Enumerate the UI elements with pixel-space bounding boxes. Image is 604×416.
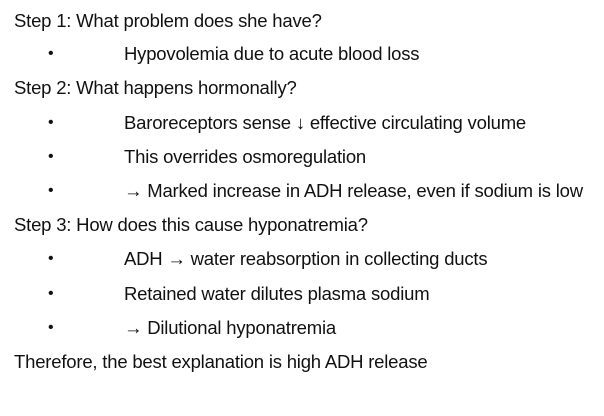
step-2-item-3 <box>0 174 604 208</box>
bullet-marker: • <box>48 114 54 131</box>
step-3-item-1 <box>0 242 604 276</box>
bullet-text: This overrides osmoregulation <box>124 146 367 167</box>
step-2-item-2 <box>0 140 604 174</box>
step-3-item-2 <box>0 277 604 311</box>
step-1-item-1 <box>0 37 604 71</box>
conclusion-text: Therefore, the best explanation is high ADH release <box>14 351 428 372</box>
bullet-text: Baroreceptors sense ↓ effective circulating volume <box>124 112 526 133</box>
step-heading-text: Step 3: How does this cause hyponatremia? <box>14 214 368 235</box>
bullet-marker: • <box>48 319 54 336</box>
bullet-marker: • <box>48 148 54 165</box>
step-2-heading <box>0 71 604 105</box>
bullet-marker: • <box>48 285 54 302</box>
step-heading-text: Step 2: What happens hormonally? <box>14 77 297 98</box>
bullet-text: → Dilutional hyponatremia <box>124 317 336 338</box>
step-3-heading <box>0 208 604 242</box>
bullet-text: → Marked increase in ADH release, even if sodium is low <box>124 180 583 201</box>
step-1-heading <box>0 4 604 38</box>
bullet-text: Hypovolemia due to acute blood loss <box>124 43 420 64</box>
step-2-item-1 <box>0 106 604 140</box>
conclusion <box>0 345 604 379</box>
bullet-marker: • <box>48 182 54 199</box>
step-3-item-3 <box>0 311 604 345</box>
bullet-text: ADH → water reabsorption in collecting ducts <box>124 248 488 269</box>
bullet-marker: • <box>48 250 54 267</box>
bullet-text: Retained water dilutes plasma sodium <box>124 283 430 304</box>
step-heading-text: Step 1: What problem does she have? <box>14 10 322 31</box>
bullet-marker: • <box>48 45 54 62</box>
